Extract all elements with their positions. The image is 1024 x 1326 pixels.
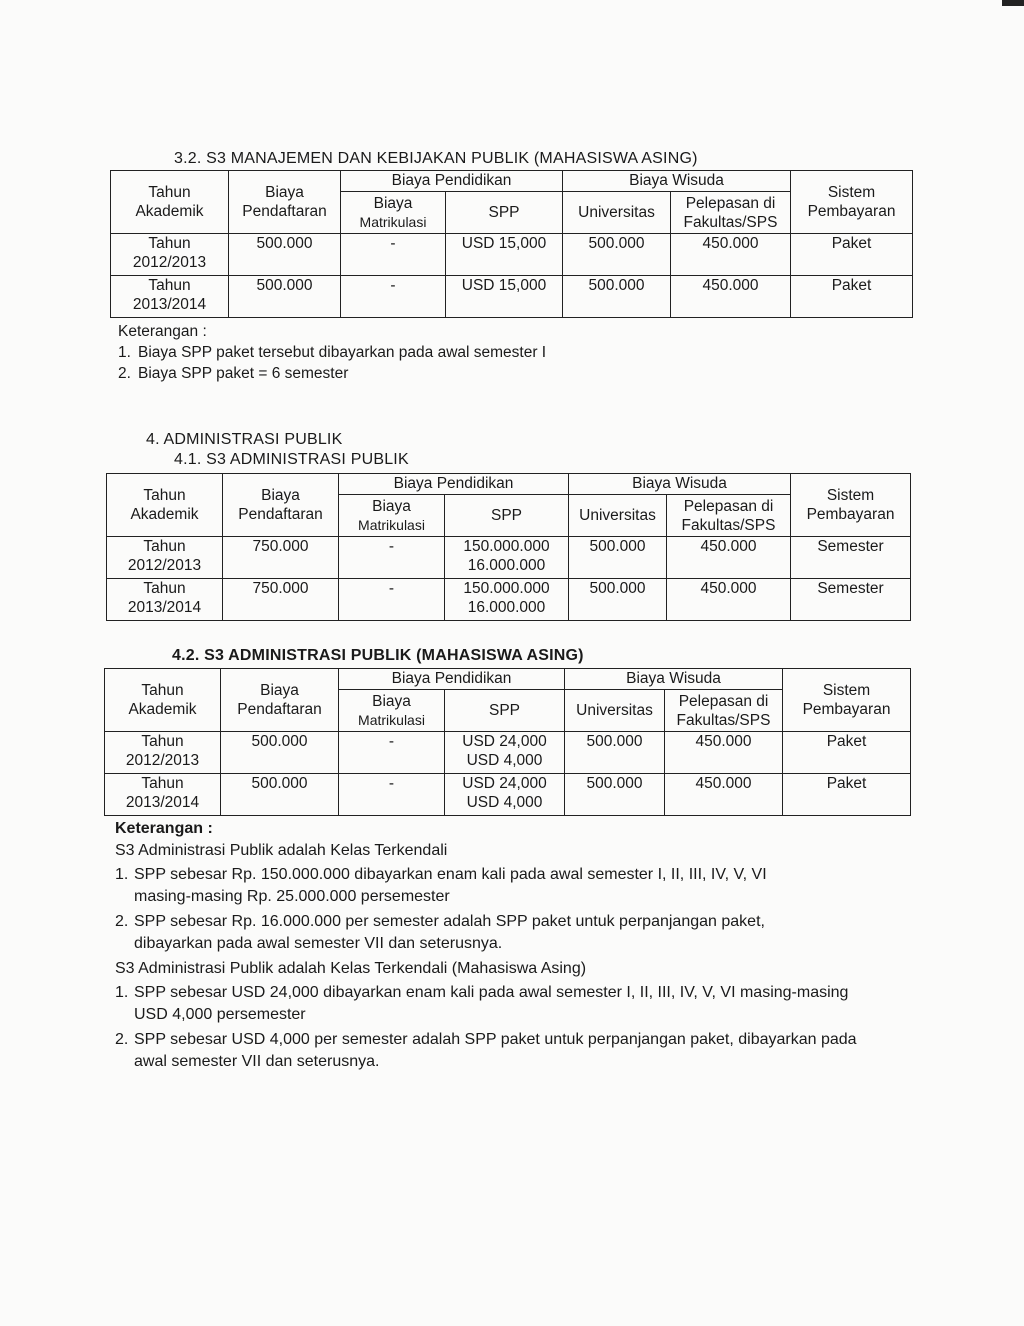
- header-text: Sistem: [826, 487, 875, 504]
- table-row: [111, 276, 913, 318]
- cell-pelepasan: 450.000: [665, 774, 783, 816]
- list-item: [118, 363, 546, 384]
- header-universitas: Universitas: [565, 690, 665, 732]
- item-number: 1.: [115, 866, 129, 883]
- fee-table-3-2: [110, 170, 913, 318]
- cell-tahun: [111, 234, 229, 276]
- cell-pendaftaran: 500.000: [229, 276, 341, 318]
- table-4-1-wrap: [106, 473, 911, 621]
- cell-text: Tahun: [148, 277, 191, 294]
- header-text: Akademik: [135, 203, 204, 220]
- list-item: [115, 864, 975, 908]
- header-pelepasan: [671, 192, 791, 234]
- cell-text: 150.000.000: [463, 580, 550, 597]
- item-number: 2.: [115, 913, 129, 930]
- header-biaya-pendidikan: Biaya Pendidikan: [339, 669, 565, 690]
- table-header-row: [107, 474, 911, 495]
- item-number: 2.: [118, 365, 131, 382]
- header-text: Pelepasan di: [683, 497, 774, 515]
- section-4-2-heading-wrap: [172, 647, 584, 665]
- header-text: Biaya: [260, 682, 299, 699]
- header-tahun-akademik: [107, 474, 223, 537]
- cell-spp: [445, 732, 565, 774]
- cell-pelepasan: 450.000: [667, 579, 791, 621]
- header-pelepasan: [665, 690, 783, 732]
- cell-text: USD 4,000: [466, 752, 543, 769]
- item-text: dibayarkan pada awal semester VII dan seterusnya.: [134, 935, 503, 952]
- cell-pelepasan: 450.000: [671, 234, 791, 276]
- cell-matrikulasi: -: [341, 234, 446, 276]
- cell-pelepasan: 450.000: [665, 732, 783, 774]
- cell-tahun: [105, 732, 221, 774]
- notes-title: Keterangan :: [115, 820, 213, 837]
- header-text: Akademik: [128, 701, 197, 718]
- notes-4-2: [115, 818, 975, 1076]
- cell-matrikulasi: -: [339, 579, 445, 621]
- header-sistem-pembayaran: [791, 474, 911, 537]
- table-row: [111, 234, 913, 276]
- header-biaya-pendaftaran: [223, 474, 339, 537]
- section-4-1-heading-wrap: [174, 451, 409, 469]
- header-sistem-pembayaran: [783, 669, 911, 732]
- header-text: Fakultas/SPS: [683, 213, 778, 231]
- list-item: [115, 911, 975, 955]
- cell-matrikulasi: -: [341, 276, 446, 318]
- header-text: Pelepasan di: [685, 194, 776, 212]
- cell-sistem: Paket: [791, 276, 913, 318]
- cell-text: Tahun: [148, 235, 191, 252]
- header-text: Pembayaran: [806, 506, 895, 523]
- item-text: Biaya SPP paket = 6 semester: [138, 365, 349, 382]
- cell-universitas: 500.000: [569, 579, 667, 621]
- header-biaya-pendidikan: Biaya Pendidikan: [341, 171, 563, 192]
- table-row: [107, 579, 911, 621]
- cell-tahun: [107, 579, 223, 621]
- cell-tahun: [105, 774, 221, 816]
- header-spp: SPP: [446, 192, 563, 234]
- header-biaya-wisuda: Biaya Wisuda: [565, 669, 783, 690]
- header-universitas: Universitas: [569, 495, 667, 537]
- cell-universitas: 500.000: [565, 732, 665, 774]
- cell-pelepasan: 450.000: [671, 276, 791, 318]
- header-biaya-matrikulasi: [339, 690, 445, 732]
- cell-text: Tahun: [141, 733, 184, 750]
- item-text: SPP sebesar USD 4,000 per semester adalah SPP paket untuk perpanjangan paket, dibayarkan pada: [134, 1031, 857, 1048]
- cell-text: 150.000.000: [463, 538, 550, 555]
- item-text: SPP sebesar Rp. 16.000.000 per semester adalah SPP paket untuk perpanjangan paket,: [134, 913, 765, 930]
- header-text: Pendaftaran: [242, 203, 327, 220]
- section-4-1-title: 4.1. S3 ADMINISTRASI PUBLIK: [174, 451, 409, 468]
- header-pelepasan: [667, 495, 791, 537]
- header-text: Matrikulasi: [359, 213, 427, 230]
- cell-sistem: Paket: [783, 774, 911, 816]
- header-text: Akademik: [130, 506, 199, 523]
- cell-sistem: Paket: [791, 234, 913, 276]
- item-text: SPP sebesar USD 24,000 dibayarkan enam kali pada awal semester I, II, III, IV, V, VI masing-masing: [134, 984, 849, 1001]
- header-text: Biaya: [265, 184, 304, 201]
- cell-universitas: 500.000: [565, 774, 665, 816]
- item-text: SPP sebesar Rp. 150.000.000 dibayarkan enam kali pada awal semester I, II, III, IV, V, VI: [134, 866, 767, 883]
- cell-text: USD 4,000: [466, 794, 543, 811]
- header-text: Tahun: [148, 184, 191, 201]
- header-text: Fakultas/SPS: [676, 711, 771, 729]
- cell-universitas: 500.000: [563, 276, 671, 318]
- header-tahun-akademik: [111, 171, 229, 234]
- header-text: Biaya: [261, 487, 300, 504]
- header-biaya-wisuda: Biaya Wisuda: [563, 171, 791, 192]
- header-biaya-pendaftaran: [229, 171, 341, 234]
- cell-text: USD 24,000: [462, 733, 547, 750]
- cell-text: 2013/2014: [127, 599, 202, 616]
- cell-spp: USD 15,000: [446, 234, 563, 276]
- fee-table-4-2: [104, 668, 911, 816]
- cell-text: 16.000.000: [467, 557, 546, 574]
- cell-sistem: Semester: [791, 537, 911, 579]
- cell-spp: USD 15,000: [446, 276, 563, 318]
- fee-table-4-1: [106, 473, 911, 621]
- header-text: Biaya: [372, 692, 411, 710]
- item-text: awal semester VII dan seterusnya.: [134, 1053, 380, 1070]
- cell-matrikulasi: -: [339, 774, 445, 816]
- header-text: Pembayaran: [802, 701, 891, 718]
- table-header-row: [111, 171, 913, 192]
- header-sistem-pembayaran: [791, 171, 913, 234]
- header-biaya-wisuda: Biaya Wisuda: [569, 474, 791, 495]
- cell-text: Tahun: [143, 580, 186, 597]
- header-text: Pelepasan di: [678, 692, 769, 710]
- cell-sistem: Semester: [791, 579, 911, 621]
- section-4-heading-wrap: [146, 431, 342, 449]
- cell-tahun: [111, 276, 229, 318]
- header-biaya-pendaftaran: [221, 669, 339, 732]
- item-text: USD 4,000 persemester: [134, 1006, 306, 1023]
- list-item: [115, 982, 975, 1026]
- cell-text: 2013/2014: [132, 296, 207, 313]
- header-universitas: Universitas: [563, 192, 671, 234]
- list-item: [118, 342, 546, 363]
- header-text: Biaya: [373, 194, 413, 212]
- header-text: Sistem: [822, 682, 871, 699]
- cell-pendaftaran: 500.000: [229, 234, 341, 276]
- cell-tahun: [107, 537, 223, 579]
- header-text: Matrikulasi: [358, 516, 425, 533]
- header-spp: SPP: [445, 690, 565, 732]
- header-spp: SPP: [445, 495, 569, 537]
- notes-list: [118, 342, 546, 384]
- header-text: Tahun: [141, 682, 184, 699]
- cell-text: 2012/2013: [125, 752, 200, 769]
- cell-text: 16.000.000: [467, 599, 546, 616]
- cell-text: USD 24,000: [462, 775, 547, 792]
- header-text: Pembayaran: [807, 203, 896, 220]
- cell-pendaftaran: 500.000: [221, 774, 339, 816]
- table-header-row: [105, 669, 911, 690]
- section-3-2-heading-wrap: [174, 150, 698, 168]
- cell-text: Tahun: [143, 538, 186, 555]
- cell-spp: [445, 774, 565, 816]
- group1-title: S3 Administrasi Publik adalah Kelas Terkendali: [115, 842, 448, 859]
- item-number: 1.: [118, 344, 131, 361]
- cell-spp: [445, 537, 569, 579]
- table-4-2-wrap: [104, 668, 911, 816]
- table-row: [105, 774, 911, 816]
- cell-matrikulasi: -: [339, 732, 445, 774]
- header-text: Fakultas/SPS: [681, 516, 776, 534]
- header-text: Tahun: [143, 487, 186, 504]
- list-item: [115, 1029, 975, 1073]
- cell-spp: [445, 579, 569, 621]
- header-text: Sistem: [827, 184, 876, 201]
- cell-pendaftaran: 750.000: [223, 579, 339, 621]
- cell-text: 2012/2013: [127, 557, 202, 574]
- header-text: Pendaftaran: [237, 701, 322, 718]
- table-3-2-wrap: [110, 170, 913, 318]
- scan-edge-mark: [1002, 0, 1024, 6]
- cell-universitas: 500.000: [569, 537, 667, 579]
- item-text: Biaya SPP paket tersebut dibayarkan pada awal semester I: [138, 344, 547, 361]
- notes-title: Keterangan :: [118, 323, 207, 340]
- item-number: 1.: [115, 984, 129, 1001]
- header-biaya-matrikulasi: [339, 495, 445, 537]
- header-text: Biaya: [372, 497, 411, 515]
- header-text: Pendaftaran: [238, 506, 323, 523]
- header-text: Matrikulasi: [358, 711, 425, 728]
- header-biaya-matrikulasi: [341, 192, 446, 234]
- cell-matrikulasi: -: [339, 537, 445, 579]
- section-3-2-title: 3.2. S3 MANAJEMEN DAN KEBIJAKAN PUBLIK (MAHASISWA ASING): [174, 150, 698, 167]
- section-4-2-title: 4.2. S3 ADMINISTRASI PUBLIK (MAHASISWA ASING): [172, 647, 584, 664]
- notes-3-2: [118, 321, 546, 384]
- group1-list: [115, 864, 975, 955]
- cell-pelepasan: 450.000: [667, 537, 791, 579]
- header-tahun-akademik: [105, 669, 221, 732]
- cell-text: 2013/2014: [125, 794, 200, 811]
- table-row: [107, 537, 911, 579]
- group2-list: [115, 982, 975, 1073]
- cell-sistem: Paket: [783, 732, 911, 774]
- cell-universitas: 500.000: [563, 234, 671, 276]
- table-row: [105, 732, 911, 774]
- cell-pendaftaran: 500.000: [221, 732, 339, 774]
- cell-text: 2012/2013: [132, 254, 207, 271]
- section-4-title: 4. ADMINISTRASI PUBLIK: [146, 431, 343, 448]
- group2-title: S3 Administrasi Publik adalah Kelas Terkendali (Mahasiswa Asing): [115, 960, 587, 977]
- cell-pendaftaran: 750.000: [223, 537, 339, 579]
- header-biaya-pendidikan: Biaya Pendidikan: [339, 474, 569, 495]
- cell-text: Tahun: [141, 775, 184, 792]
- item-text: masing-masing Rp. 25.000.000 persemester: [134, 888, 450, 905]
- item-number: 2.: [115, 1031, 129, 1048]
